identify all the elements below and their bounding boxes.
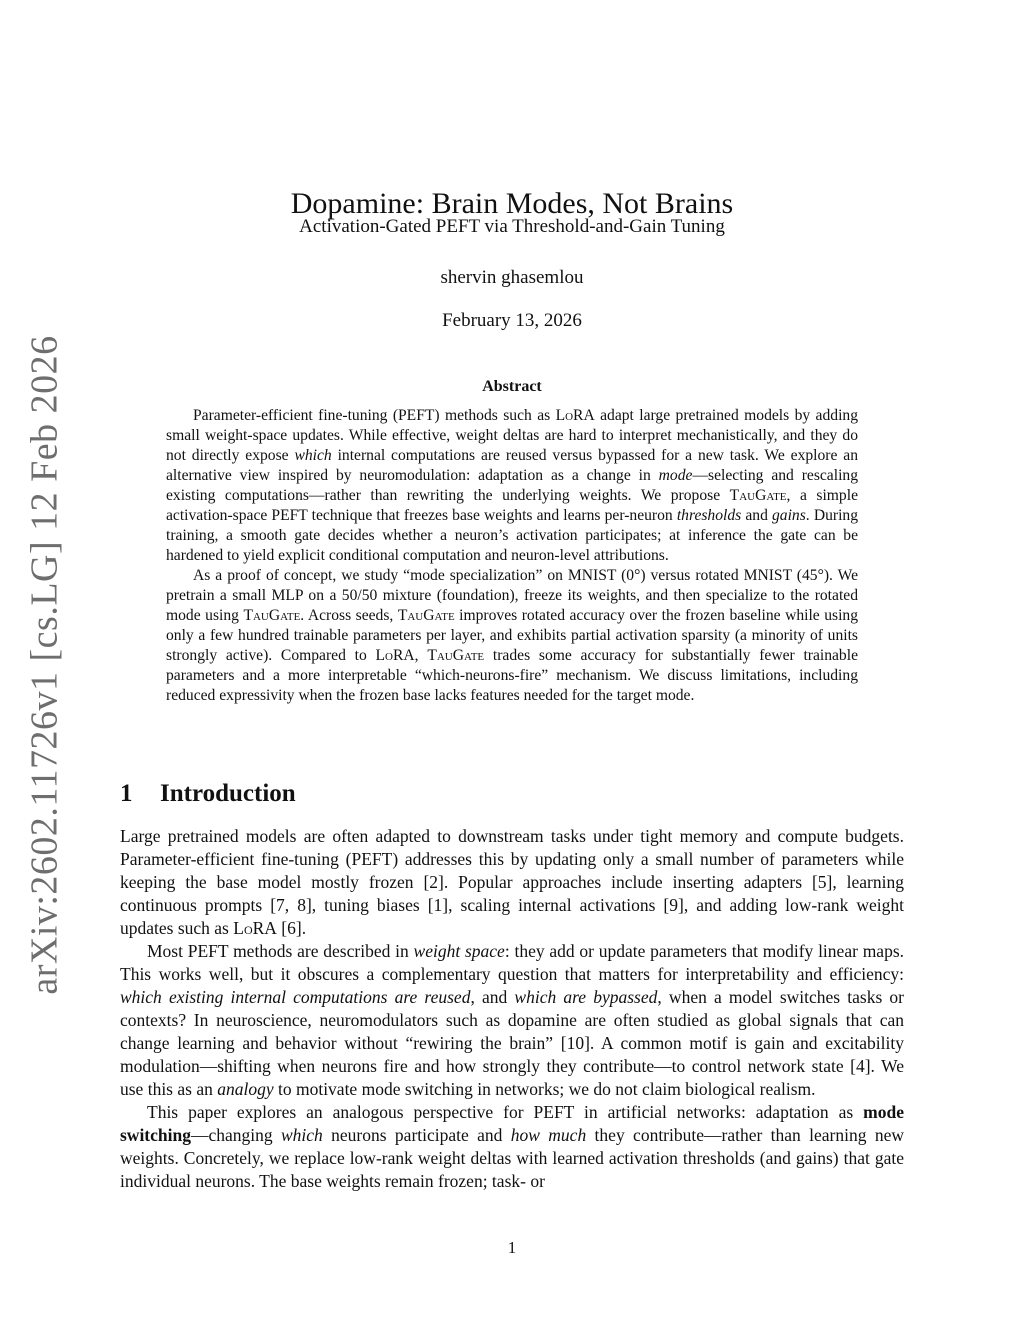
page-number: 1 [507, 1238, 517, 1257]
arxiv-id-text: arXiv:2602.11726v1 [cs.LG] 12 Feb 2026 [24, 335, 67, 995]
intro-paragraph-1: Large pretrained models are often adapted to downstream tasks under tight memory and compute budgets. Parameter-efficient fine-tuning (PEFT) addresses this by updating only a small number of parameters while keeping the base model mostly frozen [2]. Popular approaches include inserting adapters [5], learning continuous prompts [7, 8], tuning biases [1], scaling internal activations [9], and adding low-rank weight updates such as LoRA [6]. [120, 826, 904, 938]
section-number: 1 [120, 780, 133, 807]
paper-subtitle: Activation-Gated PEFT via Threshold-and-Gain Tuning [299, 216, 725, 237]
abstract-heading: Abstract [482, 378, 542, 395]
section-title: Introduction [160, 780, 296, 807]
abstract-paragraph-2: As a proof of concept, we study “mode specialization” on MNIST (0°) versus rotated MNIST (45°). We pretrain a small MLP on a 50/50 mixture (foundation), freeze its weights, and then specialize to the rotated mode using TauGate. Across seeds, TauGate improves rotated accuracy over the frozen baseline while using only a few hundred trainable parameters per layer, and exhibits partial activation sparsity (a minority of units strongly active). Compared to LoRA, TauGate trades some accuracy for substantially fewer trainable parameters and a more interpretable “which-neurons-fire” mechanism. We discuss limitations, including reduced expressivity when the frozen base lacks features needed for the target mode. [166, 567, 859, 704]
author-name: shervin ghasemlou [440, 267, 584, 288]
abstract-body [166, 406, 858, 706]
introduction-body [120, 825, 904, 1193]
intro-paragraph-2: Most PEFT methods are described in weight space: they add or update parameters that modify linear maps. This works well, but it obscures a complementary question that matters for interpretability and efficiency: which existing internal computations are reused, and which are bypassed, when a model switches tasks or contexts? In neuroscience, neuromodulators such as dopamine are often studied as global signals that can change learning and behavior without “rewiring the brain” [10]. A common motif is gain and excitability modulation—shifting when neurons fire and how strongly they contribute—to control network state [4]. We use this as an analogy to motivate mode switching in networks; we do not claim biological realism. [120, 941, 905, 1099]
abstract-paragraph-1: Parameter-efficient fine-tuning (PEFT) methods such as LoRA adapt large pretrained models by adding small weight-space updates. While effective, weight deltas are hard to interpret mechanistically, and they do not directly expose which internal computations are reused versus bypassed for a new task. We explore an alternative view inspired by neuromodulation: adaptation as a change in mode—selecting and rescaling existing computations—rather than rewriting the underlying weights. We propose TauGate, a simple activation-space PEFT technique that freezes base weights and learns per-neuron thresholds and gains. During training, a smooth gate decides whether a neuron’s activation participates; at inference the gate can be hardened to yield explicit conditional computation and neuron-level attributions. [166, 407, 858, 564]
arxiv-identifier [16, 335, 74, 995]
intro-paragraph-3: This paper explores an analogous perspective for PEFT in artificial networks: adaptation as mode switching—changing which neurons participate and how much they contribute—rather than learning new weights. Concretely, we replace low-rank weight deltas with learned activation thresholds (and gains) that gate individual neurons. The base weights remain frozen; task- or [120, 1102, 904, 1191]
paper-title: Dopamine: Brain Modes, Not Brains [290, 187, 734, 220]
paper-date: February 13, 2026 [442, 310, 582, 331]
section-heading-introduction [120, 779, 296, 809]
